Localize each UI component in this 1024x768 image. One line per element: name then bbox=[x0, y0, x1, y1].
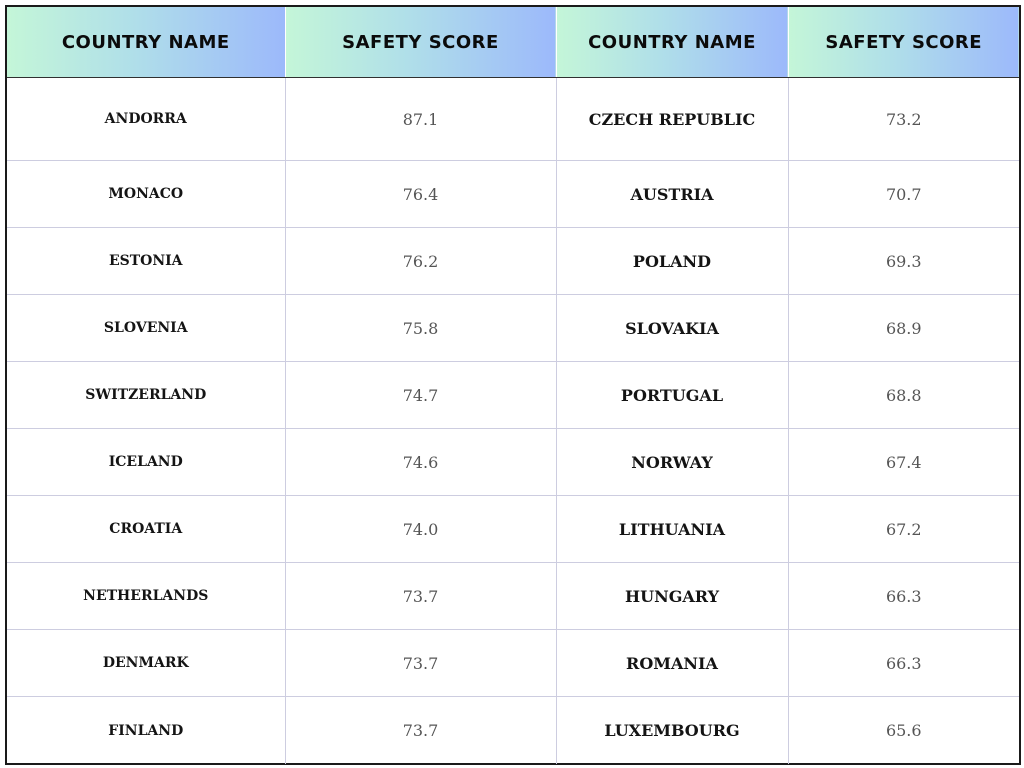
table-row bbox=[7, 429, 1019, 496]
table-row bbox=[7, 362, 1019, 429]
table-row bbox=[7, 496, 1019, 563]
country-name-cell: MONACO bbox=[7, 161, 285, 228]
header-country-name-left: COUNTRY NAME bbox=[7, 7, 285, 78]
table-row bbox=[7, 228, 1019, 295]
safety-score-cell: 73.7 bbox=[285, 697, 556, 765]
header-country-name-right: COUNTRY NAME bbox=[556, 7, 788, 78]
country-name-cell: SLOVENIA bbox=[7, 295, 285, 362]
country-name-cell: HUNGARY bbox=[556, 563, 788, 630]
table-body bbox=[7, 78, 1019, 765]
safety-score-cell: 66.3 bbox=[788, 563, 1019, 630]
safety-score-cell: 70.7 bbox=[788, 161, 1019, 228]
country-name-cell: POLAND bbox=[556, 228, 788, 295]
header-row bbox=[7, 7, 1019, 78]
header-safety-score-right: SAFETY SCORE bbox=[788, 7, 1019, 78]
safety-score-table bbox=[7, 7, 1019, 764]
table-row bbox=[7, 697, 1019, 765]
country-name-cell: LITHUANIA bbox=[556, 496, 788, 563]
safety-score-cell: 73.2 bbox=[788, 78, 1019, 161]
safety-score-cell: 74.6 bbox=[285, 429, 556, 496]
safety-score-cell: 76.2 bbox=[285, 228, 556, 295]
table-row bbox=[7, 78, 1019, 161]
table-row bbox=[7, 161, 1019, 228]
safety-score-cell: 74.7 bbox=[285, 362, 556, 429]
safety-score-cell: 87.1 bbox=[285, 78, 556, 161]
country-name-cell: SLOVAKIA bbox=[556, 295, 788, 362]
table-row bbox=[7, 630, 1019, 697]
safety-score-cell: 67.2 bbox=[788, 496, 1019, 563]
table-row bbox=[7, 295, 1019, 362]
country-name-cell: ANDORRA bbox=[7, 78, 285, 161]
safety-score-table-frame bbox=[5, 5, 1021, 765]
table-row bbox=[7, 563, 1019, 630]
country-name-cell: NETHERLANDS bbox=[7, 563, 285, 630]
country-name-cell: PORTUGAL bbox=[556, 362, 788, 429]
safety-score-cell: 67.4 bbox=[788, 429, 1019, 496]
safety-score-cell: 74.0 bbox=[285, 496, 556, 563]
country-name-cell: ICELAND bbox=[7, 429, 285, 496]
country-name-cell: AUSTRIA bbox=[556, 161, 788, 228]
safety-score-cell: 65.6 bbox=[885, 721, 922, 740]
country-name-cell: SWITZERLAND bbox=[7, 362, 285, 429]
country-name-cell: CZECH REPUBLIC bbox=[556, 78, 788, 161]
safety-score-cell: 68.9 bbox=[788, 295, 1019, 362]
country-name-cell: ESTONIA bbox=[7, 228, 285, 295]
country-name-cell: ROMANIA bbox=[556, 630, 788, 697]
safety-score-cell: 66.3 bbox=[788, 630, 1019, 697]
safety-score-cell: 75.8 bbox=[285, 295, 556, 362]
safety-score-cell: 73.7 bbox=[285, 630, 556, 697]
country-name-cell: DENMARK bbox=[7, 630, 285, 697]
header-safety-score-left: SAFETY SCORE bbox=[285, 7, 556, 78]
safety-score-cell: 69.3 bbox=[788, 228, 1019, 295]
country-name-cell: CROATIA bbox=[7, 496, 285, 563]
country-name-cell: LUXEMBOURG bbox=[556, 697, 788, 765]
country-name-cell: FINLAND bbox=[7, 697, 285, 765]
safety-score-cell: 73.7 bbox=[285, 563, 556, 630]
country-name-cell: NORWAY bbox=[556, 429, 788, 496]
table-header bbox=[7, 7, 1019, 78]
safety-score-cell: 76.4 bbox=[285, 161, 556, 228]
safety-score-cell: 68.8 bbox=[788, 362, 1019, 429]
